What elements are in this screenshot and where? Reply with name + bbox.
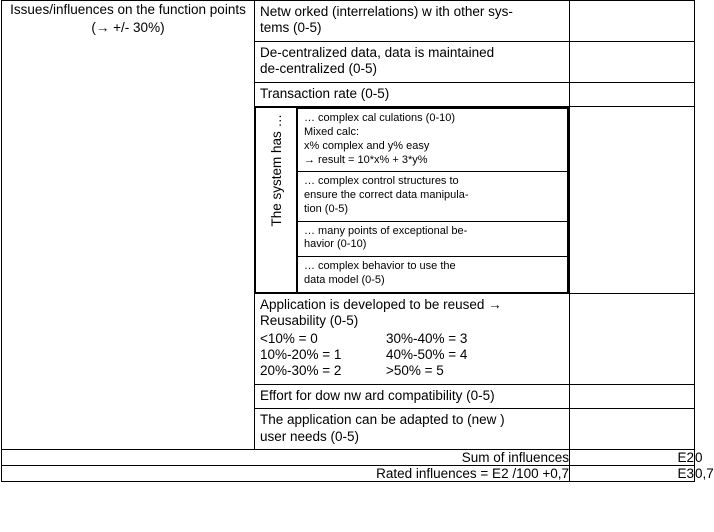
rated-influences-code: E3 <box>570 466 695 482</box>
rated-influences-label: Rated influences = E2 /100 +0,7 <box>2 466 570 482</box>
subcriterion-line: tion (0-5) <box>304 202 349 215</box>
sum-of-influences-label: Sum of influences <box>2 450 570 466</box>
criterion-text <box>255 83 569 106</box>
score-value <box>570 385 694 392</box>
score-cell-networked[interactable] <box>570 1 695 42</box>
table-row-sum-of-influences: Sum of influences E2 0 <box>2 450 695 466</box>
subcriterion-exceptional-behavior <box>298 221 568 257</box>
system-has-subrows-cell <box>297 108 569 292</box>
criterion-line-1: Transaction rate (0-5) <box>260 85 390 101</box>
score-cell-system-has[interactable] <box>570 107 695 293</box>
subcriterion-line: … complex cal culations (0-10) <box>304 112 456 125</box>
score-cell-reusability[interactable] <box>570 293 695 384</box>
reusability-right: 30%-40% = 3 <box>386 330 468 346</box>
criterion-cell-reusability <box>255 293 570 384</box>
reusability-line-1: Application is developed to be reused → <box>260 296 502 312</box>
system-has-vertical-label-cell <box>256 108 297 292</box>
criterion-line-2: de-centralized (0-5) <box>260 61 378 77</box>
list-item <box>298 257 568 292</box>
reusability-left: 20%-30% = 2 <box>260 363 342 379</box>
score-value <box>570 409 694 416</box>
reusability-right: >50% = 5 <box>386 363 444 379</box>
table-row <box>2 1 695 42</box>
criterion-text <box>255 1 569 41</box>
subcriterion-line: x% complex and y% easy <box>304 139 430 152</box>
criterion-cell-adaptable <box>255 409 570 450</box>
subcriterion-line: data model (0-5) <box>304 273 385 286</box>
criterion-line-1: De-centralized data, data is maintained <box>260 44 495 60</box>
reusability-left: 10%-20% = 1 <box>260 347 342 362</box>
score-value <box>570 83 694 90</box>
reusability-matrix-row <box>260 331 564 347</box>
subcriterion-control-structures <box>298 172 568 221</box>
criterion-line-1: Netw orked (interrelations) w ith other sys- <box>260 4 513 19</box>
list-item <box>298 221 568 257</box>
criterion-cell-downward-compatibility <box>255 384 570 408</box>
table-row-rated-influences: Rated influences = E2 /100 +0,7 E3 0,7 <box>2 466 695 482</box>
criterion-cell-networked <box>255 1 570 42</box>
score-value <box>570 42 694 49</box>
subcriterion-complex-calculations <box>298 109 568 172</box>
reusability-matrix <box>260 331 564 380</box>
criterion-text <box>255 42 569 82</box>
system-has-subrows <box>297 108 568 291</box>
subcriterion-line: havior (0-10) <box>304 238 367 251</box>
reusability-left: <10% = 0 <box>260 330 318 346</box>
reusability-matrix-row <box>260 363 564 379</box>
criterion-text <box>255 385 569 408</box>
row-label-cell <box>2 1 255 450</box>
subcriterion-line: … many points of exceptional be- <box>304 224 468 237</box>
sum-of-influences-code: E2 <box>570 450 695 466</box>
criterion-cell-decentralized <box>255 41 570 82</box>
criterion-line-2: tems (0-5) <box>260 20 322 36</box>
score-cell-adaptable[interactable] <box>570 409 695 450</box>
reusability-matrix-row <box>260 347 564 363</box>
score-value <box>570 107 694 114</box>
criterion-cell-system-has <box>255 107 570 293</box>
subcriterion-line: … complex control structures to <box>304 175 459 188</box>
score-value <box>570 294 694 301</box>
system-has-vertical-label: The system has … <box>268 114 284 227</box>
subcriterion-line: → result = 10*x% + 3*y% <box>304 153 428 166</box>
criterion-text <box>255 409 569 449</box>
row-label-text: Issues/influences on the function points (→ +/- 30%) <box>10 2 246 35</box>
criterion-line-1: The application can be adapted to (new ) <box>260 412 505 428</box>
score-value <box>570 1 694 8</box>
score-cell-decentralized[interactable] <box>570 41 695 82</box>
function-points-table <box>1 0 714 482</box>
criterion-line-2: user needs (0-5) <box>260 428 360 444</box>
list-item <box>298 172 568 221</box>
subcriterion-complex-behavior-data-model <box>298 257 568 292</box>
criterion-cell-transaction-rate <box>255 82 570 106</box>
criterion-line-1: Effort for dow nw ard compatibility (0-5) <box>260 387 495 403</box>
reusability-right: 40%-50% = 4 <box>386 347 468 362</box>
subcriterion-line: ensure the correct data manipula- <box>304 189 469 202</box>
score-cell-transaction-rate[interactable] <box>570 82 695 106</box>
score-cell-downward-compatibility[interactable] <box>570 384 695 408</box>
criterion-text <box>255 294 569 384</box>
reusability-line-2: Reusability (0-5) <box>260 313 359 329</box>
list-item <box>298 109 568 172</box>
subcriterion-line: … complex behavior to use the <box>304 260 456 273</box>
subcriterion-line: Mixed calc: <box>304 126 360 139</box>
system-has-subtable <box>255 107 569 292</box>
